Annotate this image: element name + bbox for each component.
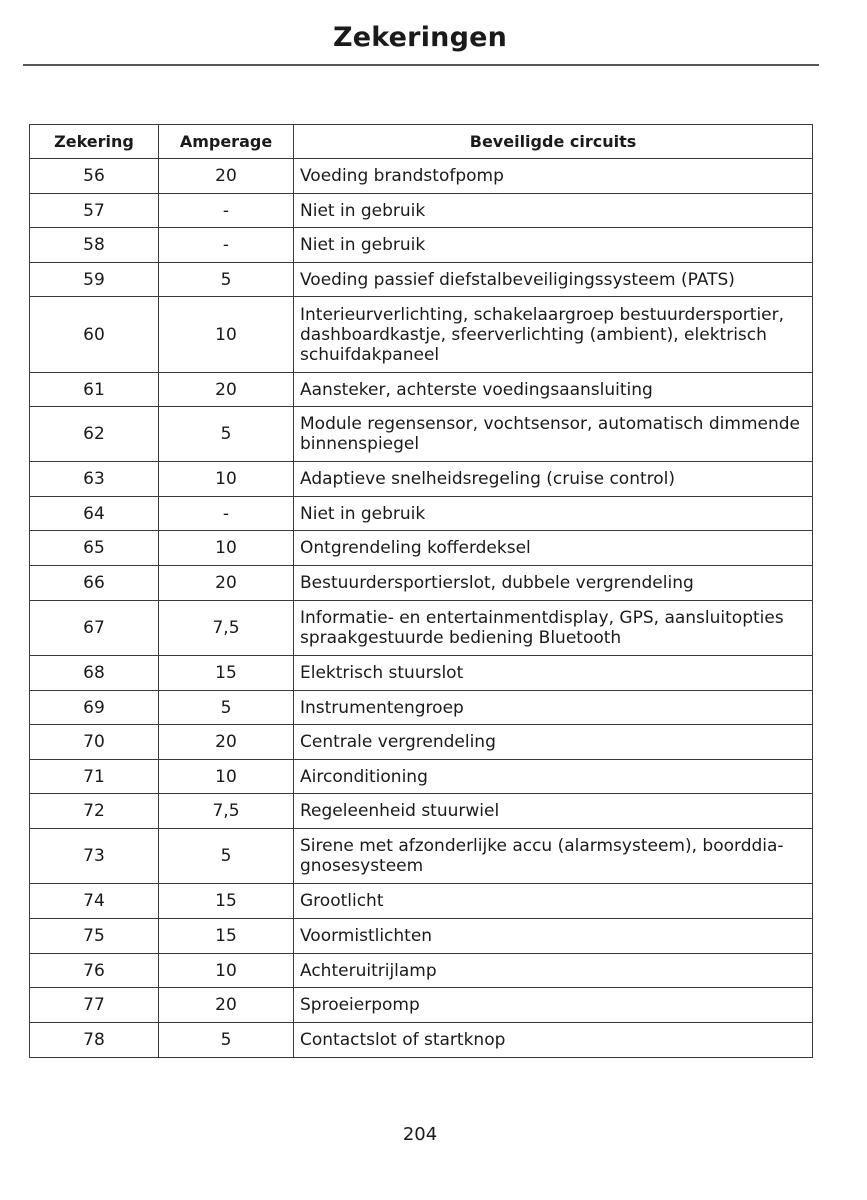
table-row bbox=[30, 159, 813, 194]
fuse-circuit: Niet in gebruik bbox=[294, 194, 813, 228]
fuse-circuit: Elektrisch stuurslot bbox=[294, 656, 813, 691]
fuse-circuit: Sproeierpomp bbox=[294, 988, 813, 1023]
fuse-amperage: 5 bbox=[159, 829, 294, 884]
table-row bbox=[30, 566, 813, 601]
fuse-amperage: 20 bbox=[159, 159, 294, 194]
fuse-amperage: - bbox=[159, 497, 294, 531]
fuse-circuit: Grootlicht bbox=[294, 884, 813, 919]
fuse-number: 62 bbox=[30, 407, 159, 462]
fuse-circuit: Contactslot of startknop bbox=[294, 1023, 813, 1058]
fuse-amperage: 5 bbox=[159, 1023, 294, 1058]
fuse-amperage: 15 bbox=[159, 656, 294, 691]
fuse-circuit: Instrumentengroep bbox=[294, 691, 813, 725]
fuse-amperage: 5 bbox=[159, 691, 294, 725]
fuse-circuit: Niet in gebruik bbox=[294, 497, 813, 531]
fuse-number: 76 bbox=[30, 954, 159, 988]
fuse-number: 68 bbox=[30, 656, 159, 691]
page-title: Zekeringen bbox=[332, 22, 508, 53]
fuse-amperage: 10 bbox=[159, 531, 294, 566]
fuse-number: 57 bbox=[30, 194, 159, 228]
fuse-number: 64 bbox=[30, 497, 159, 531]
fuse-amperage: 5 bbox=[159, 407, 294, 462]
fuse-circuit: Adaptieve snelheidsregeling (cruise control) bbox=[294, 462, 813, 497]
table-header-row bbox=[30, 125, 813, 159]
fuse-amperage: 10 bbox=[159, 462, 294, 497]
fuse-table bbox=[29, 124, 813, 1058]
fuse-number: 77 bbox=[30, 988, 159, 1023]
table-row bbox=[30, 601, 813, 656]
fuse-circuit: Niet in gebruik bbox=[294, 228, 813, 263]
fuse-amperage: 10 bbox=[159, 760, 294, 794]
fuse-number: 66 bbox=[30, 566, 159, 601]
table-row bbox=[30, 263, 813, 297]
fuse-circuit: Aansteker, achterste voedingsaansluiting bbox=[294, 373, 813, 407]
table-row bbox=[30, 407, 813, 462]
fuse-amperage: 20 bbox=[159, 988, 294, 1023]
table-row bbox=[30, 194, 813, 228]
fuse-number: 73 bbox=[30, 829, 159, 884]
table-row bbox=[30, 919, 813, 954]
table-row bbox=[30, 462, 813, 497]
fuse-amperage: 7,5 bbox=[159, 601, 294, 656]
fuse-circuit: Centrale vergrendeling bbox=[294, 725, 813, 760]
title-divider bbox=[23, 64, 819, 66]
fuse-number: 74 bbox=[30, 884, 159, 919]
fuse-number: 58 bbox=[30, 228, 159, 263]
fuse-circuit: Sirene met afzonderlijke accu (alarmsysteem), boorddia-gnosesysteem bbox=[294, 829, 813, 884]
fuse-amperage: - bbox=[159, 194, 294, 228]
column-header-amperage: Amperage bbox=[159, 125, 294, 159]
fuse-circuit: Module regensensor, vochtsensor, automatisch dimmende binnenspiegel bbox=[294, 407, 813, 462]
table-row bbox=[30, 884, 813, 919]
fuse-circuit: Voeding brandstofpomp bbox=[294, 159, 813, 194]
fuse-circuit: Achteruitrijlamp bbox=[294, 954, 813, 988]
fuse-number: 75 bbox=[30, 919, 159, 954]
table-row bbox=[30, 1023, 813, 1058]
fuse-amperage: 5 bbox=[159, 263, 294, 297]
fuse-number: 70 bbox=[30, 725, 159, 760]
table-row bbox=[30, 954, 813, 988]
table-row bbox=[30, 373, 813, 407]
table-row bbox=[30, 228, 813, 263]
fuse-circuit: Voeding passief diefstalbeveiligingssysteem (PATS) bbox=[294, 263, 813, 297]
page-number: 204 bbox=[402, 1124, 438, 1145]
fuse-number: 60 bbox=[30, 297, 159, 373]
table-row bbox=[30, 988, 813, 1023]
fuse-circuit: Voormistlichten bbox=[294, 919, 813, 954]
fuse-number: 56 bbox=[30, 159, 159, 194]
fuse-number: 63 bbox=[30, 462, 159, 497]
fuse-circuit: Airconditioning bbox=[294, 760, 813, 794]
fuse-number: 71 bbox=[30, 760, 159, 794]
fuse-circuit: Regeleenheid stuurwiel bbox=[294, 794, 813, 829]
fuse-circuit: Ontgrendeling kofferdeksel bbox=[294, 531, 813, 566]
fuse-number: 69 bbox=[30, 691, 159, 725]
fuse-number: 65 bbox=[30, 531, 159, 566]
fuse-number: 67 bbox=[30, 601, 159, 656]
fuse-number: 59 bbox=[30, 263, 159, 297]
table-row bbox=[30, 497, 813, 531]
table-row bbox=[30, 794, 813, 829]
table-row bbox=[30, 656, 813, 691]
table-row bbox=[30, 829, 813, 884]
table-row bbox=[30, 691, 813, 725]
fuse-amperage: 10 bbox=[159, 954, 294, 988]
fuse-amperage: 20 bbox=[159, 725, 294, 760]
fuse-amperage: 20 bbox=[159, 373, 294, 407]
fuse-amperage: 15 bbox=[159, 919, 294, 954]
fuse-number: 72 bbox=[30, 794, 159, 829]
column-header-fuse: Zekering bbox=[30, 125, 159, 159]
fuse-amperage: - bbox=[159, 228, 294, 263]
fuse-amperage: 20 bbox=[159, 566, 294, 601]
fuse-circuit: Interieurverlichting, schakelaargroep bestuurdersportier, dashboardkastje, sfeerverlichting (ambient), elektrisch schuifdakpaneel bbox=[294, 297, 813, 373]
table-row bbox=[30, 725, 813, 760]
column-header-circuits: Beveiligde circuits bbox=[294, 125, 813, 159]
fuse-circuit: Bestuurdersportierslot, dubbele vergrendeling bbox=[294, 566, 813, 601]
fuse-circuit: Informatie- en entertainmentdisplay, GPS, aansluitopties spraakgestuurde bediening Bluetooth bbox=[294, 601, 813, 656]
fuse-number: 61 bbox=[30, 373, 159, 407]
fuse-number: 78 bbox=[30, 1023, 159, 1058]
fuse-amperage: 15 bbox=[159, 884, 294, 919]
table-row bbox=[30, 531, 813, 566]
fuse-amperage: 7,5 bbox=[159, 794, 294, 829]
table-row bbox=[30, 760, 813, 794]
fuse-amperage: 10 bbox=[159, 297, 294, 373]
table-row bbox=[30, 297, 813, 373]
